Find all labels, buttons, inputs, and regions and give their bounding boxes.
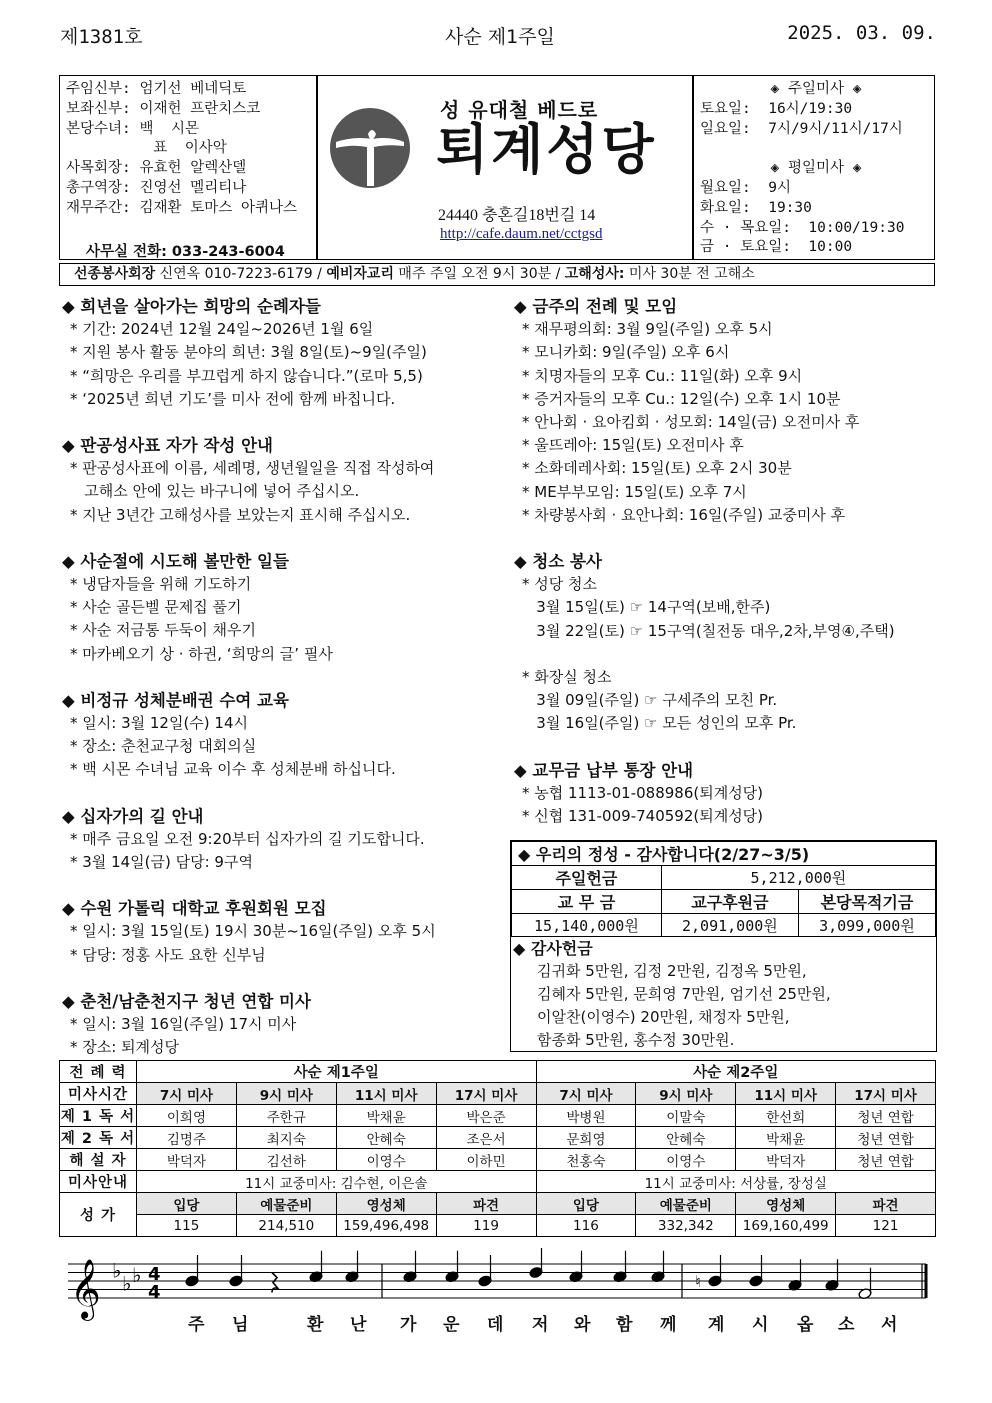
lyric-syllable: 난	[350, 1315, 367, 1335]
section-item: * 안나회 · 요아킴회 · 성모회: 14일(금) 오전미사 후	[522, 413, 860, 432]
row-label: 제 1 독 서	[60, 1105, 137, 1127]
schedule-cell: 박덕자	[736, 1149, 836, 1171]
hymn-header: 입당	[536, 1193, 636, 1215]
lyric-syllable: 계	[708, 1315, 725, 1335]
lyric-syllable: 저	[532, 1315, 549, 1335]
mass-time-cell: 17시 미사	[436, 1083, 536, 1105]
right-column	[514, 295, 938, 828]
lyric-syllable: 함	[616, 1315, 633, 1335]
schedule-cell: 조은서	[436, 1127, 536, 1149]
section-gap	[62, 527, 502, 550]
section-gap	[514, 736, 938, 759]
section-item: * 3월 14일(금) 담당: 9구역	[70, 853, 253, 872]
ribbon-label: 고해성사:	[564, 266, 625, 282]
mass-time-cell: 11시 미사	[336, 1083, 436, 1105]
section-title: ◆ 희년을 살아가는 희망의 순례자들	[62, 297, 321, 316]
section-title: ◆ 청소 봉사	[514, 552, 602, 572]
parish-subtitle: 성 유대철 베드로	[440, 98, 599, 122]
lyric-syllable: 소	[838, 1315, 855, 1335]
lyric-syllable: 옵	[797, 1315, 814, 1335]
lyrics-line	[0, 1310, 992, 1334]
week1-header: 사순 제1주일	[137, 1061, 537, 1083]
section-item: * 장소: 퇴계성당	[70, 1038, 180, 1057]
section-item: * 일시: 3월 16일(주일) 17시 미사	[70, 1015, 297, 1034]
schedule-row	[60, 1149, 936, 1171]
schedule-cell: 청년 연합	[836, 1127, 936, 1149]
hymn-header: 파견	[836, 1193, 936, 1215]
section-title: ◆ 교무금 납부 통장 안내	[514, 760, 694, 780]
mass-time-cell: 9시 미사	[636, 1083, 736, 1105]
issue-date: 2025. 03. 09.	[787, 22, 936, 44]
offering-table	[511, 841, 936, 937]
sunday-mass-title: ◈ 주일미사 ◈	[770, 81, 862, 97]
mass-times	[700, 80, 932, 258]
hymn-header: 영성체	[336, 1193, 436, 1215]
schedule-cell: 이영수	[336, 1149, 436, 1171]
schedule-cell: 주한규	[236, 1105, 336, 1127]
section-item: * 매주 금요일 오전 9:20부터 십자가의 길 기도합니다.	[70, 829, 425, 848]
schedule-cell: 김선하	[236, 1149, 336, 1171]
ribbon-label: 예비자교리	[326, 266, 394, 282]
mass-time-cell: 7시 미사	[536, 1083, 636, 1105]
guide-label: 미사안내	[60, 1171, 137, 1193]
schedule-row	[60, 1127, 936, 1149]
lyric-syllable: 주	[188, 1315, 205, 1335]
row-label: 미사시간	[60, 1083, 137, 1105]
schedule-cell: 문희영	[536, 1127, 636, 1149]
section-gap	[62, 874, 502, 897]
lyric-syllable: 와	[574, 1315, 591, 1335]
section-item: * 소화데레사회: 15일(토) 오후 2시 30분	[522, 459, 792, 478]
schedule-cell: 박채윤	[336, 1105, 436, 1127]
ribbon-text: 신연옥 010-7223-6179 /	[155, 266, 327, 282]
thanks-line: 함종화 5만원, 홍수정 30만원.	[537, 1031, 735, 1049]
lyric-syllable: 서	[881, 1315, 898, 1335]
hymn-number: 214,510	[236, 1215, 336, 1237]
section-item: * 장소: 춘천교구청 대회의실	[70, 737, 257, 756]
section-item: 3월 15일(토) ☞ 14구역(보배,한주)	[522, 598, 771, 617]
divider	[316, 76, 318, 259]
schedule-cell: 한선희	[736, 1105, 836, 1127]
section-item: 3월 09일(주일) ☞ 구세주의 모친 Pr.	[522, 691, 778, 710]
guide-week1: 11시 교중미사: 김수현, 이은솔	[137, 1171, 537, 1193]
schedule-cell: 이영수	[636, 1149, 736, 1171]
lyric-syllable: 께	[660, 1315, 677, 1335]
schedule-cell: 최지숙	[236, 1127, 336, 1149]
section-title: ◆ 사순절에 시도해 볼만한 일들	[62, 551, 289, 571]
section-gap	[62, 782, 502, 805]
schedule-cell: 청년 연합	[836, 1105, 936, 1127]
mass-time-cell: 9시 미사	[236, 1083, 336, 1105]
mass-line: 수 · 목요일: 10:00/19:30	[700, 219, 905, 236]
staff-line: 총구역장: 진영선 멜리티나	[66, 179, 247, 196]
section-item: * 화장실 청소	[522, 668, 612, 687]
flat-icon: ♭	[132, 1262, 142, 1287]
offering-header: 교 무 금	[512, 890, 662, 914]
schedule-cell: 천홍숙	[536, 1149, 636, 1171]
hymn-number: 332,342	[636, 1215, 736, 1237]
staff-line: 본당수녀: 백 시몬	[66, 120, 199, 137]
section-item: * 사순 저금통 두둑이 채우기	[70, 621, 256, 640]
hymn-header: 영성체	[736, 1193, 836, 1215]
hymn-number: 169,160,499	[736, 1215, 836, 1237]
offering-box	[510, 840, 937, 1052]
section-title: ◆ 금주의 전례 및 모임	[514, 297, 678, 316]
section-item: * 일시: 3월 12일(수) 14시	[70, 714, 248, 733]
hymn-number: 116	[536, 1215, 636, 1237]
thanks-line: 김혜자 5만원, 문희영 7만원, 엄기선 25만원,	[537, 985, 831, 1003]
offering-title: ◆ 우리의 정성 - 감사합니다(2/27~3/5)	[512, 842, 936, 866]
section-title: ◆ 수원 가톨릭 대학교 후원회원 모집	[62, 899, 327, 919]
lyric-syllable: 시	[752, 1315, 769, 1335]
divider	[692, 76, 694, 259]
schedule-row	[60, 1105, 936, 1127]
schedule-cell: 이하민	[436, 1149, 536, 1171]
section-gap	[62, 411, 502, 434]
hymn-label: 성 가	[60, 1193, 137, 1237]
section-title: ◆ 판공성사표 자가 작성 안내	[62, 436, 273, 456]
natural-icon: ♮	[695, 1272, 701, 1291]
section-item: * 판공성사표에 이름, 세례명, 생년월일을 직접 작성하여	[70, 459, 435, 478]
section-item: * ME부부모임: 15일(토) 오후 7시	[522, 482, 747, 501]
schedule-cell: 박은준	[436, 1105, 536, 1127]
schedule-cell: 안혜숙	[336, 1127, 436, 1149]
hymn-number: 119	[436, 1215, 536, 1237]
schedule-cell: 박병원	[536, 1105, 636, 1127]
cafe-link[interactable]: http://cafe.daum.net/cctgsd	[440, 226, 603, 242]
section-item: * 담당: 정홍 사도 요한 신부님	[70, 945, 266, 964]
ribbon-label: 선종봉사회장	[74, 266, 156, 282]
mass-line: 화요일: 19:30	[700, 199, 812, 216]
section-item: 고해소 안에 있는 바구니에 넣어 주십시오.	[70, 482, 360, 501]
lyric-syllable: 님	[232, 1315, 249, 1335]
mass-time-cell: 11시 미사	[736, 1083, 836, 1105]
lyric-syllable: 데	[487, 1315, 504, 1335]
section-item: * 치명자들의 모후 Cu.: 11일(화) 오후 9시	[522, 366, 803, 385]
thanks-offering	[511, 937, 936, 1052]
section-title: ◆ 비정규 성체분배권 수여 교육	[62, 690, 289, 710]
thanks-title: ◆ 감사헌금	[513, 939, 593, 958]
schedule-cell: 김명주	[137, 1127, 237, 1149]
section-item: 3월 16일(주일) ☞ 모든 성인의 모후 Pr.	[522, 714, 797, 733]
row-label: 제 2 독 서	[60, 1127, 137, 1149]
section-item: * 농협 1113-01-088986(퇴계성당)	[522, 783, 764, 802]
staff-line: 보좌신부: 이재헌 프란치스코	[66, 100, 261, 117]
schedule-cell: 청년 연합	[836, 1149, 936, 1171]
section-item: * 신협 131-009-740592(퇴계성당)	[522, 807, 764, 826]
row-label: 해 설 자	[60, 1149, 137, 1171]
offering-header: 본당목적기금	[798, 890, 935, 914]
section-item: * 백 시몬 수녀님 교육 이수 후 성체분배 하십니다.	[70, 760, 396, 779]
guide-week2: 11시 교중미사: 서상률, 장성실	[536, 1171, 936, 1193]
top-line	[60, 22, 936, 48]
thanks-line: 이알찬(이영수) 20만원, 채정자 5만원,	[537, 1008, 790, 1026]
mass-line: 일요일: 7시/9시/11시/17시	[700, 120, 903, 137]
schedule-cell: 이희영	[137, 1105, 237, 1127]
section-item: * 지난 3년간 고해성사를 보았는지 표시해 주십시오.	[70, 505, 411, 524]
hymn-header: 예물준비	[236, 1193, 336, 1215]
section-title: ◆ 십자가의 길 안내	[62, 806, 204, 826]
mass-time-cell: 7시 미사	[137, 1083, 237, 1105]
hymn-number: 121	[836, 1215, 936, 1237]
mass-line: 금 · 토요일: 10:00	[700, 239, 853, 256]
lyric-syllable: 환	[307, 1315, 324, 1335]
section-item: * 사순 골든벨 문제집 풀기	[70, 598, 242, 617]
hymn-header: 입당	[137, 1193, 237, 1215]
section-gap	[62, 967, 502, 990]
hymn-number: 159,496,498	[336, 1215, 436, 1237]
section-item: * 울뜨레아: 15일(토) 오전미사 후	[522, 436, 744, 455]
section-item: * 성당 청소	[522, 575, 597, 594]
section-item: * 차량봉사회 · 요안나회: 16일(주일) 교중미사 후	[522, 505, 846, 524]
staff-line: 재무주간: 김재환 토마스 아퀴나스	[66, 199, 298, 216]
info-ribbon	[59, 263, 935, 286]
section-item: * 마카베오기 상 · 하권, ‘희망의 글’ 필사	[70, 644, 333, 663]
issue-number: 제1381호	[60, 26, 143, 48]
section-item: * 재무평의회: 3월 9일(주일) 오후 5시	[522, 320, 773, 339]
section-item: * 일시: 3월 15일(토) 19시 30분~16일(주일) 오후 5시	[70, 922, 436, 941]
sunday-offering-label: 주일헌금	[512, 866, 662, 890]
mass-time-cell: 17시 미사	[836, 1083, 936, 1105]
crucifix-logo-icon	[328, 106, 412, 190]
parish-name: 퇴계성당	[436, 118, 657, 181]
hymn-header: 예물준비	[636, 1193, 736, 1215]
section-item: * 지원 봉사 활동 분야의 희년: 3월 8일(토)~9일(주일)	[70, 343, 427, 362]
parish-address: 24440 충혼길18번길 14	[438, 207, 596, 224]
liturgy-schedule	[59, 1060, 936, 1237]
office-phone: 사무실 전화: 033-243-6004	[86, 244, 285, 260]
staff-line: 주임신부: 엄기선 베네딕토	[66, 81, 247, 97]
section-item: * 기간: 2024년 12월 24일~2026년 1월 6일	[70, 320, 374, 339]
mass-line: 월요일: 9시	[700, 179, 791, 196]
section-title: ◆ 춘천/남춘천지구 청년 연합 미사	[62, 991, 311, 1011]
staff-line: 사목회장: 유효헌 알렉산델	[66, 160, 247, 177]
schedule-cell: 박덕자	[137, 1149, 237, 1171]
schedule-rows	[60, 1083, 936, 1171]
hymn-number: 115	[137, 1215, 237, 1237]
time-signature: 4	[148, 1282, 161, 1303]
lyric-syllable: 가	[400, 1315, 417, 1335]
week2-header: 사순 제2주일	[536, 1061, 936, 1083]
mass-line: 토요일: 16시/19:30	[700, 100, 853, 117]
section-item	[514, 643, 938, 666]
staff-list	[66, 80, 314, 219]
section-item: * ‘2025년 희년 기도’를 미사 전에 함께 바칩니다.	[70, 389, 396, 408]
staff-line: 표 이사악	[66, 140, 227, 157]
offering-header: 교구후원금	[661, 890, 798, 914]
section-gap	[62, 666, 502, 689]
liturgical-season: 사순 제1주일	[445, 26, 555, 48]
section-item: * “희망은 우리를 부끄럽게 하지 않습니다.”(로마 5,5)	[70, 366, 423, 385]
offering-value: 3,099,000원	[798, 914, 935, 937]
schedule-cell: 이말숙	[636, 1105, 736, 1127]
masthead	[59, 75, 935, 260]
thanks-line: 김귀화 5만원, 김정 2만원, 김정옥 5만원,	[537, 962, 807, 980]
left-column	[62, 295, 502, 1059]
offering-value: 2,091,000원	[661, 914, 798, 937]
flat-icon: ♭	[112, 1258, 122, 1283]
lyric-syllable: 운	[443, 1315, 460, 1335]
schedule-corner: 전 례 력	[60, 1061, 137, 1083]
time-signature: 4	[148, 1264, 161, 1285]
schedule-row	[60, 1083, 936, 1105]
treble-clef-icon: 𝄞	[70, 1259, 101, 1319]
offering-value: 15,140,000원	[512, 914, 662, 937]
section-gap	[514, 527, 938, 550]
hymn-header: 파견	[436, 1193, 536, 1215]
section-item: * 증거자들의 모후 Cu.: 12일(수) 오후 1시 10분	[522, 389, 841, 408]
section-item: 3월 22일(토) ☞ 15구역(칠전동 대우,2차,부영④,주택)	[522, 621, 895, 640]
flat-icon: ♭	[122, 1271, 132, 1296]
sunday-offering-value: 5,212,000원	[661, 866, 935, 890]
section-item: * 냉담자들을 위해 기도하기	[70, 575, 252, 594]
schedule-cell: 안혜숙	[636, 1127, 736, 1149]
section-item: * 모니카회: 9일(주일) 오후 6시	[522, 343, 730, 362]
ribbon-text: 매주 주일 오전 9시 30분 /	[393, 266, 565, 282]
ribbon-text: 미사 30분 전 고해소	[624, 266, 755, 282]
weekday-mass-title: ◈ 평일미사 ◈	[770, 160, 862, 177]
schedule-cell: 박채윤	[736, 1127, 836, 1149]
schedule-table	[59, 1060, 936, 1237]
